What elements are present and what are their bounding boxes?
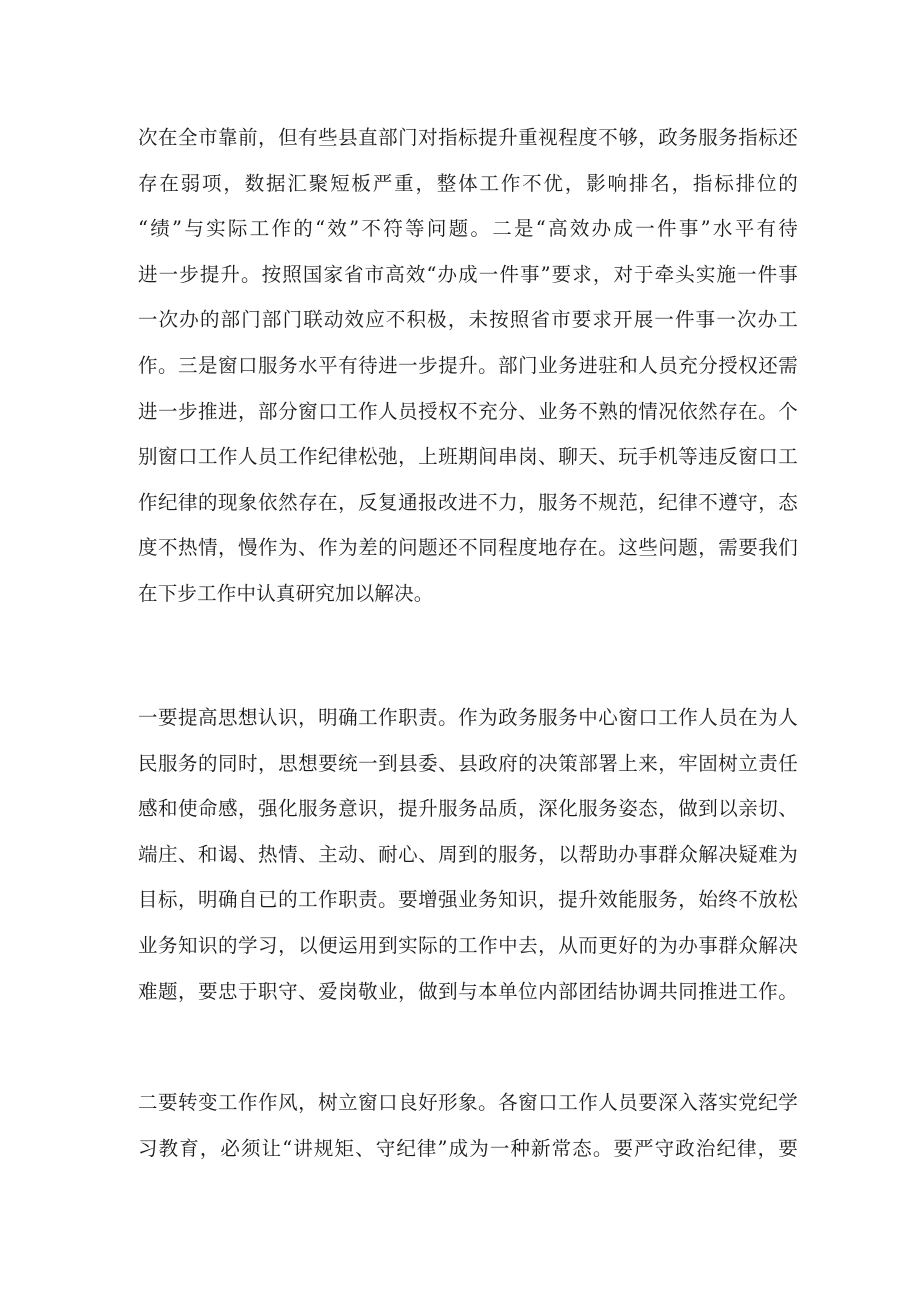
text-line: 难题，要忠于职守、爱岗敬业，做到与本单位内部团结协调共同推进工作。	[138, 979, 798, 1003]
text-line: 作纪律的现象依然存在，反复通报改进不力，服务不规范，纪律不遵守，态	[138, 490, 798, 514]
paragraph-first-requirement	[138, 695, 798, 1014]
text-line: 目标，明确自已的工作职责。要增强业务知识，提升效能服务，始终不放松	[138, 888, 798, 912]
text-line: 度不热情，慢作为、作为差的问题还不同程度地存在。这些问题，需要我们	[138, 536, 798, 560]
text-line: 一次办的部门部门联动效应不积极，未按照省市要求开展一件事一次办工	[138, 308, 798, 332]
text-line: 感和使命感，强化服务意识，提升服务品质，深化服务姿态，做到以亲切、	[138, 797, 798, 821]
text-line: 民服务的同时，思想要统一到县委、县政府的决策部署上来，牢固树立责任	[138, 751, 798, 775]
text-line: 二要转变工作作风，树立窗口良好形象。各窗口工作人员要深入落实党纪学	[138, 1091, 798, 1114]
text-line: 习教育，必须让“讲规矩、守纪律”成为一种新常态。要严守政治纪律，要	[138, 1136, 798, 1160]
text-line: 次在全市靠前，但有些县直部门对指标提升重视程度不够，政务服务指标还	[138, 126, 798, 149]
paragraph-problems	[138, 115, 798, 617]
text-line: 进一步提升。按照国家省市高效“办成一件事”要求，对于牵头实施一件事	[138, 262, 798, 286]
text-line: 作。三是窗口服务水平有待进一步提升。部门业务进驻和人员充分授权还需	[138, 353, 798, 377]
text-line: 别窗口工作人员工作纪律松弛，上班期间串岗、聊天、玩手机等违反窗口工	[138, 445, 798, 469]
text-line: 进一步推进，部分窗口工作人员授权不充分、业务不熟的情况依然存在。个	[138, 399, 798, 423]
text-line: “绩”与实际工作的“效”不符等问题。二是“高效办成一件事”水平有待	[138, 217, 798, 241]
paragraph-second-requirement	[138, 1080, 798, 1171]
text-line: 业务知识的学习，以便运用到实际的工作中去，从而更好的为办事群众解决	[138, 933, 798, 957]
text-line: 存在弱项，数据汇聚短板严重，整体工作不优，影响排名，指标排位的	[138, 171, 798, 195]
text-line: 在下步工作中认真研究加以解决。	[138, 581, 434, 605]
text-line: 一要提高思想认识，明确工作职责。作为政务服务中心窗口工作人员在为人	[138, 706, 798, 729]
text-line: 端庄、和谒、热情、主动、耐心、周到的服务，以帮助办事群众解决疑难为	[138, 842, 798, 866]
